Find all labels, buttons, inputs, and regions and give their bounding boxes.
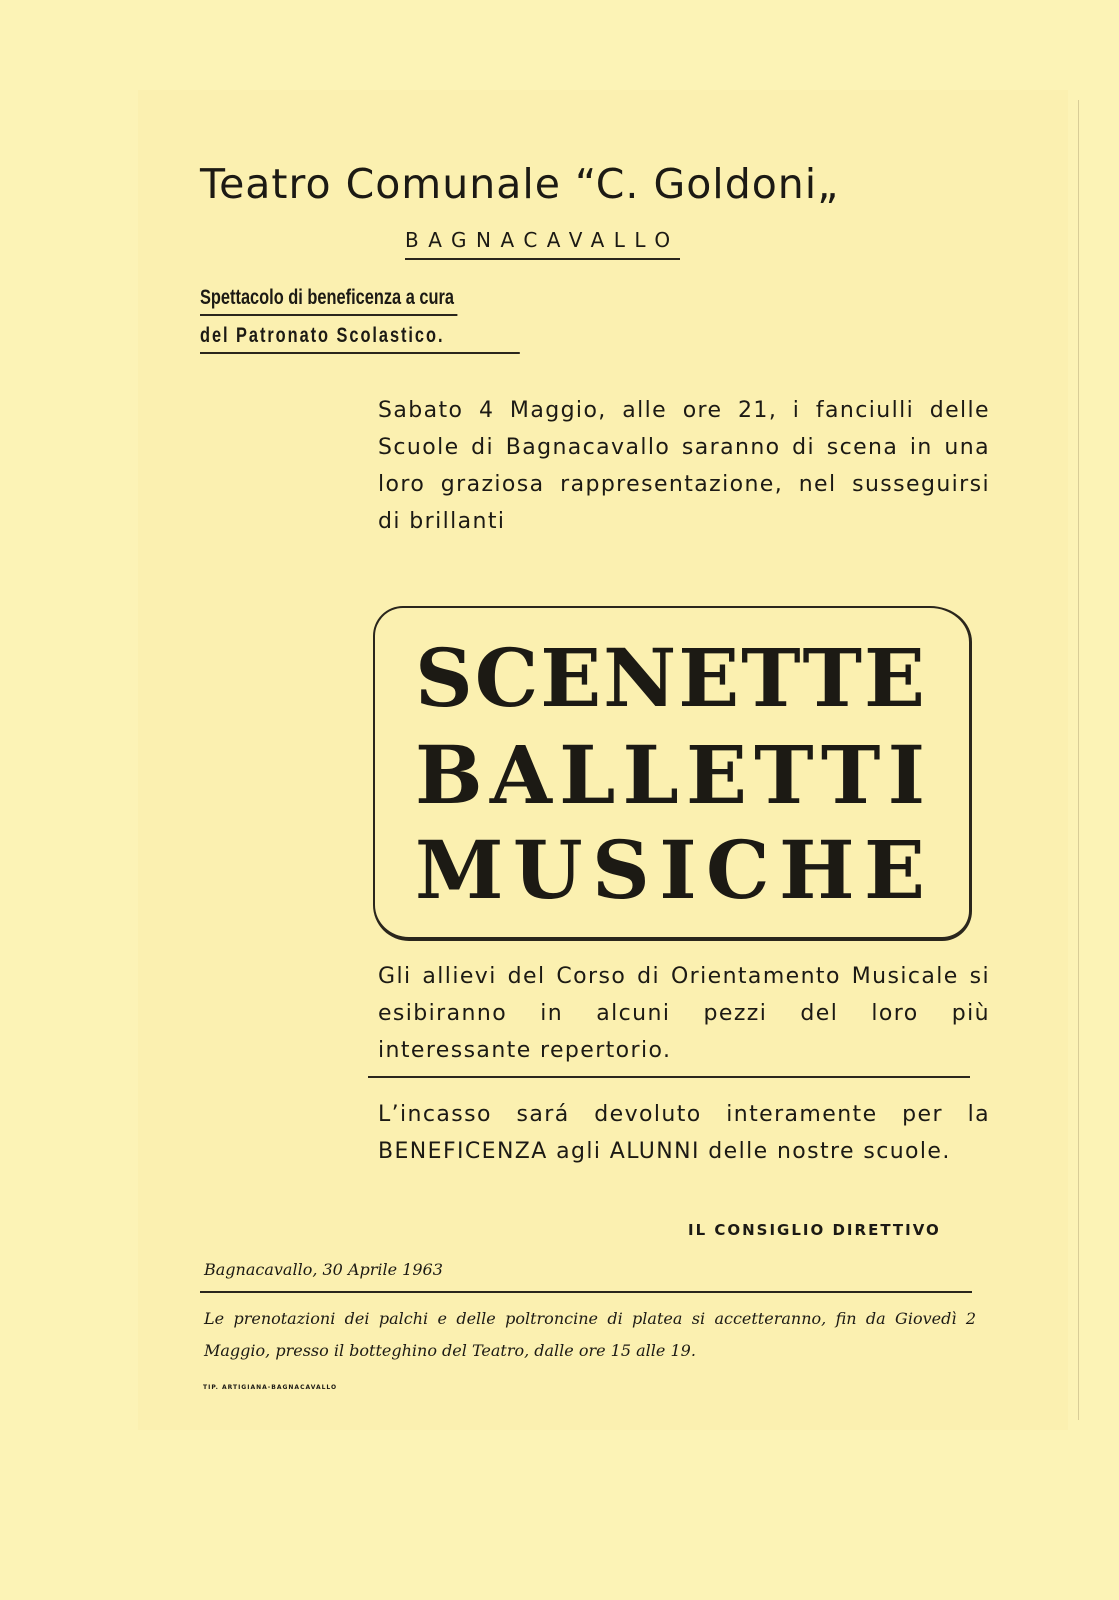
- charity-paragraph: L’incasso sará devoluto interamente per la BENEFICENZA agli ALUNNI delle nostre scuole.: [378, 1102, 990, 1164]
- program-letter: S: [592, 823, 650, 917]
- program-letter: U: [512, 823, 583, 917]
- divider-rule: [368, 1076, 970, 1078]
- program-line-scenette: [415, 630, 925, 726]
- program-letter: S: [415, 631, 473, 725]
- intro-paragraph: Sabato 4 Maggio, alle ore 21, i fanciulli delle Scuole di Bagnacavallo saranno di scena in una loro graziosa rappresentazione, nel susseguirsi di brillanti: [378, 398, 990, 534]
- program-letter: E: [540, 631, 602, 725]
- footer-rule: [200, 1291, 972, 1293]
- paper-edge-line: [1078, 100, 1079, 1420]
- music-paragraph: Gli allievi del Corso di Orientamento Musicale si esibiranno in alcuni pezzi del loro più interessante repertorio.: [378, 964, 990, 1063]
- program-letter: M: [415, 823, 504, 917]
- program-line-musiche: [415, 822, 925, 918]
- program-letter: T: [741, 631, 801, 725]
- program-letter: T: [802, 631, 863, 725]
- program-letter: A: [489, 728, 552, 822]
- theater-title: Teatro Comunale “C. Goldoni„: [200, 160, 840, 208]
- date-line: Bagnacavallo, 30 Aprile 1963: [204, 1260, 443, 1279]
- program-letter: L: [559, 728, 616, 822]
- program-letter: B: [415, 728, 483, 822]
- program-letter: E: [863, 823, 925, 917]
- organizer-line-1: Spettacolo di beneficenza a cura: [200, 286, 457, 316]
- city-name: BAGNACAVALLO: [405, 228, 680, 260]
- program-letter: L: [622, 728, 679, 822]
- program-line-balletti: [415, 727, 925, 823]
- organizer-block: [200, 286, 457, 362]
- reservations-notice: Le prenotazioni dei palchi e delle poltroncine di platea si accetteranno, fin da Giovedì 2 Maggio, presso il botteghino del Teatro, dalle ore 15 alle 19.: [204, 1309, 976, 1360]
- program-letter: E: [863, 631, 925, 725]
- program-letter: E: [685, 728, 747, 822]
- program-letter: I: [887, 728, 925, 822]
- signature: IL CONSIGLIO DIRETTIVO: [688, 1221, 941, 1239]
- program-letter: E: [678, 631, 740, 725]
- organizer-line-2: del Patronato Scolastico.: [200, 324, 520, 354]
- program-letter: I: [659, 823, 697, 917]
- program-letter: H: [779, 823, 855, 917]
- program-letter: C: [474, 631, 539, 725]
- program-letter: N: [603, 631, 677, 725]
- program-letter: T: [754, 728, 814, 822]
- printer-credit: TIP. ARTIGIANA-BAGNACAVALLO: [203, 1384, 338, 1391]
- program-letter: C: [705, 823, 770, 917]
- program-letter: T: [820, 728, 881, 822]
